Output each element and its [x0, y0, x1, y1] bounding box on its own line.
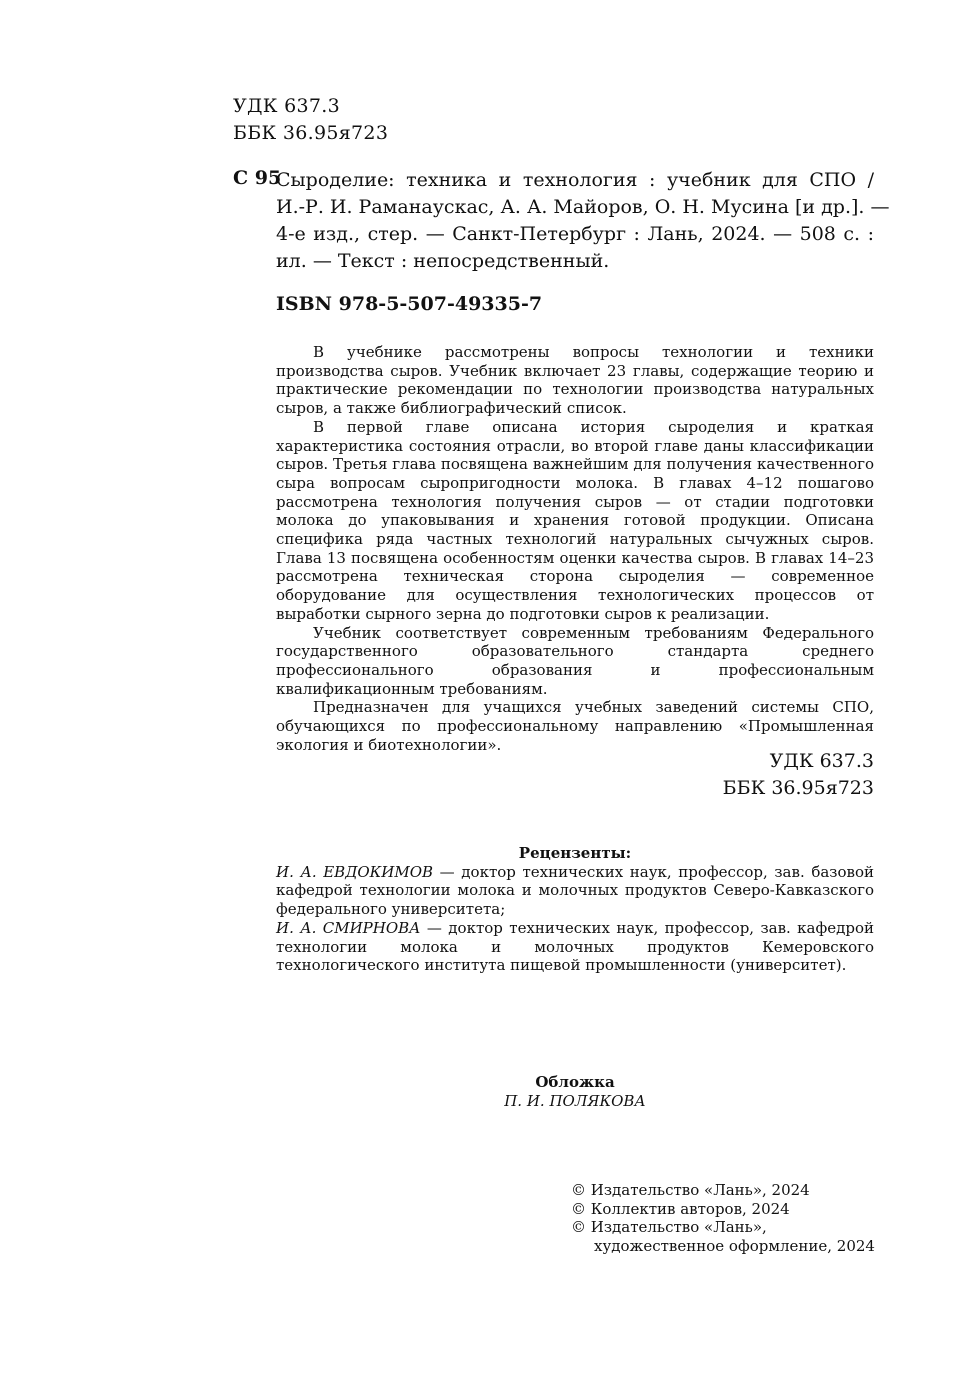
copyright-block	[571, 1181, 875, 1256]
biblio-line: Сыроделие: техника и технология : учебник для СПО /	[276, 169, 874, 191]
copyright-line: © Коллектив авторов, 2024	[571, 1199, 790, 1218]
copyright-line: © Издательство «Лань»,	[571, 1218, 767, 1237]
bbk-code: ББК 36.95я723	[233, 122, 389, 144]
reviewer-description: — доктор технических наук, профессор, зав. кафедрой технологии молока и молочных продуктов Кемеровского технологического института пищевой промышленности (университет).	[276, 918, 874, 975]
reviewer-entry	[276, 919, 874, 975]
annotation-paragraph: Предназначен для учащихся учебных заведений системы СПО, обучающихся по профессиональному направлению «Промышленная экология и биотехнологии».	[276, 698, 874, 754]
annotation	[276, 343, 874, 754]
reviewer-name: И. А. СМИРНОВА	[276, 918, 421, 937]
reviewer-description: — доктор технических наук, профессор, зав. базовой кафедрой технологии молока и молочных продуктов Северо-Кавказского федерального университета;	[276, 862, 874, 919]
udk-code: УДК 637.3	[233, 95, 341, 117]
biblio-line: 4-е изд., стер. — Санкт-Петербург : Лань, 2024. — 508 с. :	[276, 223, 874, 245]
copyright-line: © Издательство «Лань», 2024	[571, 1181, 810, 1199]
reviewer-name: И. А. ЕВДОКИМОВ	[276, 862, 434, 881]
cover-designer: П. И. ПОЛЯКОВА	[504, 1091, 646, 1110]
top-classification	[233, 93, 388, 147]
reviewer-entry	[276, 863, 874, 919]
isbn: ISBN 978-5-507-49335-7	[276, 293, 543, 315]
biblio-line: И.-Р. И. Раманаускас, А. А. Майоров, О. Н. Мусина [и др.]. —	[276, 196, 890, 218]
annotation-paragraph: В первой главе описана история сыроделия и краткая характеристика состояния отрасли, во второй главе даны классификации сыров. Третья глава посвящена важнейшим для получения качественного сыра вопросам сыропригодности молока. В главах 4–12 пошагово рассмотрена технология получения сыров — от стадии подготовки молока до упаковывания и хранения готовой продукции. Описана специфика ряда частных технологий натуральных сычужных сыров. Глава 13 посвящена особенностям оценки качества сыров. В главах 14–23 рассмотрена техническая сторона сыроделия — современное оборудование для осуществления технологических процессов от выработки сырного зерна до подготовки сыров к реализации.	[276, 417, 874, 623]
author-sign: С 95	[233, 167, 282, 189]
right-classification	[723, 748, 874, 802]
cover-title: Обложка	[535, 1073, 615, 1091]
bbk-code: ББК 36.95я723	[722, 777, 874, 799]
udk-code: УДК 637.3	[769, 750, 874, 772]
cover-credit	[276, 1073, 874, 1110]
annotation-paragraph: Учебник соответствует современным требованиям Федерального государственного образовательного стандарта среднего профессионального образования и профессиональным квалификационным требованиям.	[276, 623, 874, 698]
biblio-line: ил. — Текст : непосредственный.	[276, 250, 610, 272]
annotation-paragraph: В учебнике рассмотрены вопросы технологии и техники производства сыров. Учебник включает 23 главы, содержащие теорию и практические рекомендации по технологии производства натуральных сыров, а также библиографический список.	[276, 343, 874, 418]
bibliographic-record	[276, 167, 890, 275]
reviewers-title: Рецензенты:	[518, 844, 632, 862]
reviewers-block	[276, 844, 874, 975]
copyright-continuation: художественное оформление, 2024	[594, 1237, 875, 1256]
